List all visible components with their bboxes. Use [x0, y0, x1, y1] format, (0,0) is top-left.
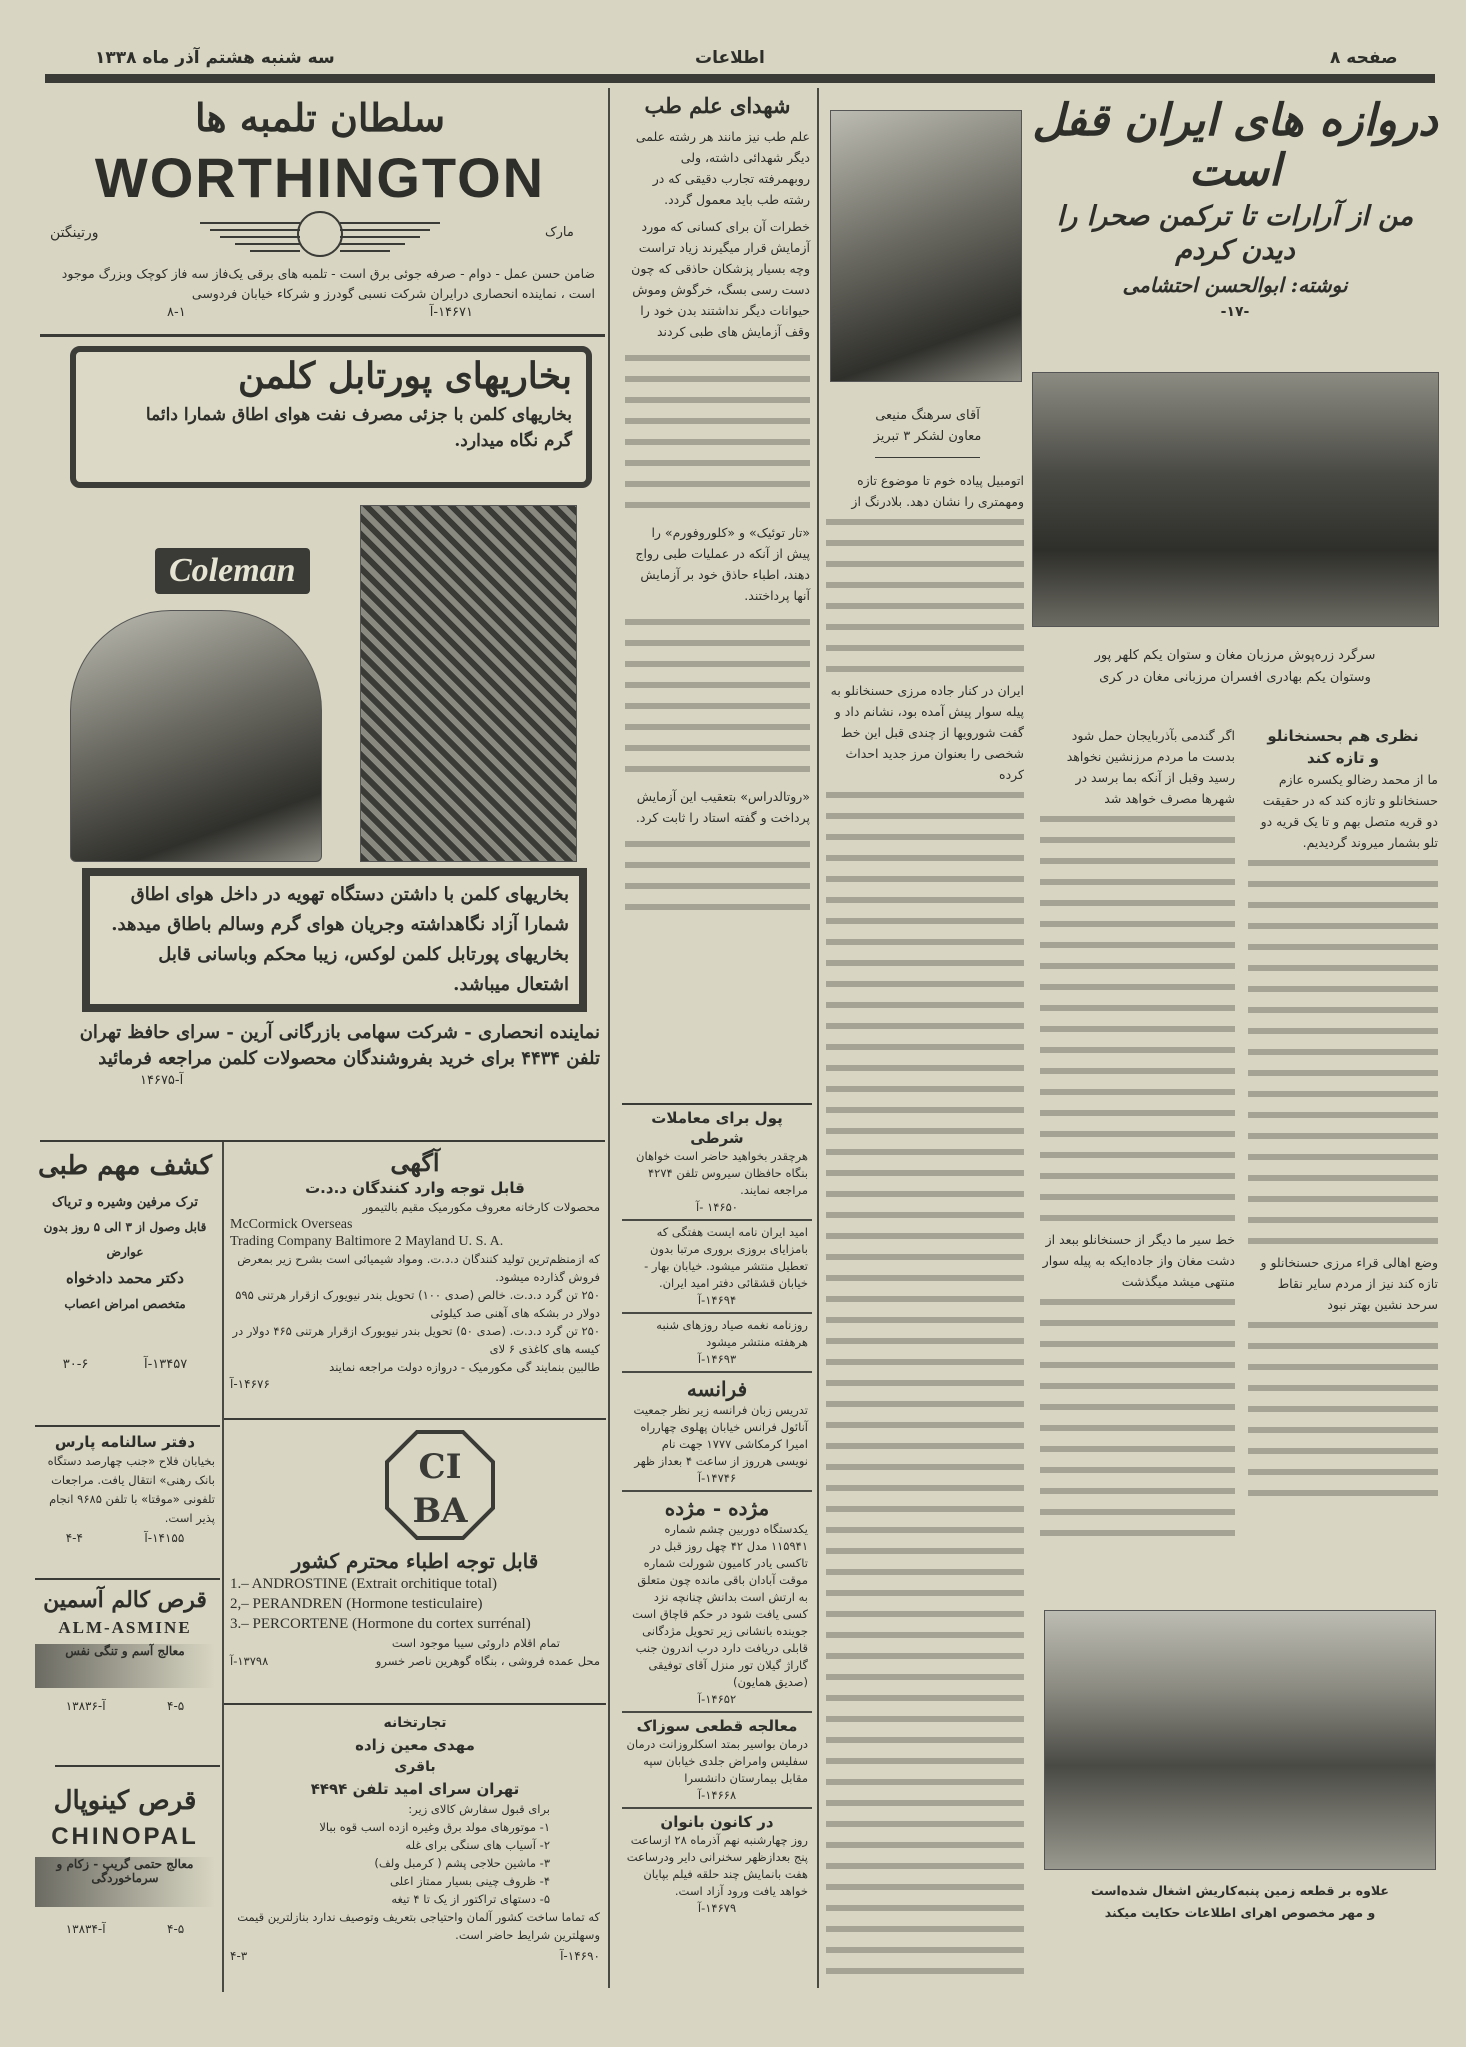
- lead-text-block: [826, 785, 1024, 1982]
- coleman-rep-line2: تلفن ۴۴۳۴ برای خرید بفروشندگان محصولات کلمن مراجعه فرمائید: [98, 1048, 600, 1069]
- lead-column-2: [1040, 725, 1235, 1544]
- ad-divider: [35, 1425, 220, 1427]
- lead-headline-block: [1030, 96, 1440, 322]
- mccormick-english-2: Trading Company Baltimore 2 Mayland U. S. A.: [230, 1234, 504, 1249]
- coleman-subtitle: بخاریهای کلمن با جزئی مصرف نفت هوای اطاق شمارا دائما گرم نگاه میدارد.: [145, 405, 572, 451]
- ad-code: ۱۳۸۳۴-آ: [65, 1922, 106, 1936]
- ad-code: ۱۴۶۹۴-آ: [697, 1293, 737, 1307]
- article-text-block: [625, 612, 810, 780]
- ad-ref: ۴-۳: [230, 1949, 248, 1963]
- ad-divider: [55, 1765, 220, 1767]
- doctor-ad-line: ترک مرفین وشیره و تریاک: [51, 1195, 199, 1210]
- classified-text: یکدستگاه دوربین چشم شماره ۱۱۵۹۴۱ مدل ۴۲ چهل روز قبل در تاکسی یادر کامیون شورلت شماره موقت آبادان باقی مانده چون متعلق به ارتش است بدانش چنانچه نزد کسی یافت شود در حکم قاچاق است جوینده بانشانی زیر تحویل مژدگانی قابلی دریافت دارد درب اندرون جنب گاراژ گیلان تور منزل آقای توفیقی (صدیق همایون): [632, 1522, 808, 1689]
- tejarat-item: ۱- موتورهای مولد برق وغیره ازده اسب قوه ببالا: [319, 1820, 550, 1834]
- masthead-rule: [45, 74, 1435, 83]
- lead-text-block: [1040, 809, 1235, 1229]
- tejarat-ad: [230, 1712, 600, 1965]
- lead-column-3: [1248, 725, 1438, 1504]
- ad-ref: ۴-۵: [167, 1922, 185, 1936]
- classified-title: در کانون بانوان: [660, 1813, 774, 1831]
- ad-code: ۱۴۶۵۰ -آ: [696, 1200, 738, 1214]
- classified-text: امید ایران نامه ایست هفتگی که بامزایای بروزی بروری مرتبا بدون تعطیل منتشر میشود. خیابان بهار - خیابان قشقائی دفتر امید ایران.: [644, 1225, 808, 1290]
- ad-code: ۱۴۶۹۰-آ: [560, 1949, 600, 1963]
- classified-title: فرانسه: [686, 1377, 748, 1401]
- section-title: [1248, 725, 1438, 769]
- page-number: صفحه ۸: [1330, 48, 1398, 68]
- classified-ad: [622, 1713, 812, 1809]
- ad-code: ۱۳۸۳۶-آ: [65, 1699, 106, 1713]
- tejarat-item: ۴- ظروف چینی بسیار ممتاز اعلی: [390, 1874, 550, 1888]
- ciba-products: [230, 1574, 600, 1634]
- classified-title: معالجه قطعی سوزاک: [636, 1717, 798, 1735]
- lead-text-block: [1248, 853, 1438, 1252]
- group-photo-caption: [1030, 645, 1440, 689]
- lead-paragraph: خط سیر ما دیگر از حسنخانلو ببعد از دشت مغان واز جاده‌ایکه به پیله سوار منتهی میشد میگذشت: [1042, 1232, 1235, 1289]
- doctor-ad-line: قابل وصول از ۳ الی ۵ روز بدون عوارض: [43, 1220, 207, 1259]
- worthington-title: سلطان تلمبه ها: [194, 95, 446, 140]
- article-paragraph: علم طب نیز مانند هر رشته علمی دیگر شهدائی داشته، ولی روبهمرفته تجارب دقیقی که در رشته طب باید معمول گردد.: [635, 129, 810, 207]
- heater-illustration: [360, 505, 577, 862]
- classified-ad: [622, 1314, 812, 1373]
- ad-code: ۱۴۶۷۵-آ: [140, 1073, 184, 1088]
- worthington-logo: WORTHINGTON: [94, 146, 546, 209]
- caption-rule: [875, 457, 980, 458]
- coleman-info-box: [82, 868, 587, 1012]
- ad-code: ۱۴۱۵۵-آ: [144, 1531, 185, 1545]
- caption-line: سرگرد زره‌پوش مرزبان مغان و ستوان یکم کلهر پور: [1094, 648, 1376, 663]
- article-paragraph: خطرات آن برای کسانی که مورد آزمایش قرار میگیرند زیاد تراست وچه بسیار پزشکان حاذقی که چون دست رسی بسگ، خرگوش وموش حیوانات دیگر نداشتند بدن خود را وقف آزمایش های طبی کردند: [631, 219, 810, 339]
- almasmine-text: معالج آسم و تنگی نفس: [35, 1644, 215, 1688]
- tejarat-line: باقری: [394, 1759, 436, 1775]
- article-text-block: [625, 834, 810, 918]
- tejarat-item: ۳- ماشین حلاجی پشم ( کرمبل ولف): [374, 1856, 550, 1870]
- ad-code: ۱۴۶۶۸-آ: [697, 1788, 737, 1802]
- portrait-photo: [830, 110, 1022, 382]
- ad-divider: [40, 1140, 605, 1142]
- lead-byline: نوشته: ابوالحسن احتشامی: [1122, 273, 1348, 297]
- chinopal-ad: [35, 1785, 215, 1938]
- lead-headline: دروازه های ایران قفل است: [1032, 95, 1438, 196]
- classified-text: روز چهارشنبه نهم آذرماه ۲۸ ازساعت پنج بعدازظهر سخنرانی دایر ودرساعت هفت بانمایش چند حلقه فیلم بپایان خواهد یافت ورود آزاد است.: [626, 1833, 808, 1898]
- caption-line: وستوان یکم بهادری افسران مرزبانی مغان در کری: [1099, 670, 1371, 685]
- chinopal-brand: CHINOPAL: [51, 1823, 199, 1850]
- article-paragraph: «تار توئیک» و «کلوروفورم» را پیش از آنکه در عملیات طبی رواج دهند، اطباء حاذق خود بر آزمایش آنها پرداختند.: [635, 525, 810, 603]
- svg-text:CI: CI: [418, 1447, 462, 1487]
- ad-code: ۱۴۶۹۳-آ: [697, 1352, 737, 1366]
- ad-code: ۱۳۷۹۸-آ: [230, 1654, 269, 1668]
- pars-ad-title: دفتر سالنامه پارس: [54, 1433, 196, 1451]
- lead-subhead: من از آرارات تا ترکمن صحرا را دیدن کردم: [1056, 201, 1414, 266]
- cotton-field-photo: [1044, 1610, 1436, 1870]
- classified-text: تدریس زبان فرانسه زیر نظر جمعیت آنائول فرانس خیابان پهلوی چهارراه امیرا کرمکاشی ۱۷۷۷ جهت نام نویسی هرروز از ساعت ۴ بعداز ظهر: [633, 1403, 808, 1468]
- tejarat-item: ۵- دستهای تراکتور از یک تا ۴ تیغه: [391, 1892, 550, 1906]
- ad-code: ۱۳۴۵۷-آ: [143, 1357, 188, 1372]
- ciba-line: تمام اقلام داروئی سیبا موجود است: [391, 1636, 560, 1650]
- boy-illustration: [70, 610, 322, 862]
- coleman-rep-line1: نماینده انحصاری - شرکت سهامی بازرگانی آرین - سرای حافظ تهران: [79, 1022, 600, 1043]
- caption-line: علاوه بر قطعه زمین پنبه‌کاریش اشغال شده‌است: [1091, 1883, 1389, 1898]
- mccormick-line: طالبین بنمایند گی مکورمیک - دروازه دولت مراجعه نمایند: [329, 1360, 600, 1374]
- bottom-photo-caption: [1040, 1880, 1440, 1924]
- mccormick-title: آگهی: [390, 1148, 440, 1177]
- doctor-ad-title: کشف مهم طبی: [37, 1151, 212, 1181]
- worthington-body: [45, 264, 595, 322]
- mccormick-line: که ازمنظم‌ترین تولید کنندگان د.د.ت. ومواد شیمیائی است بشرح زیر بمعرض فروش گذارده میشود.: [237, 1252, 600, 1284]
- pars-ad: [35, 1432, 215, 1547]
- lead-column-1: [826, 470, 1024, 1982]
- column-divider: [608, 88, 610, 1988]
- ciba-title: قابل توجه اطباء محترم کشور: [291, 1549, 539, 1573]
- worthington-brand-fa: ورتینگتن: [50, 225, 99, 241]
- ad-divider: [40, 334, 605, 337]
- almasmine-brand: ALM-ASMINE: [58, 1618, 192, 1637]
- article-paragraph: «روتالدراس» بتعقیب این آزمایش پرداخت و گفته استاد را ثابت کرد.: [635, 789, 810, 825]
- ad-code: ۱۴۶۵۲-آ: [697, 1692, 737, 1706]
- tejarat-intro: برای قبول سفارش کالای زیر:: [408, 1802, 550, 1816]
- tejarat-line: مهدی معین زاده: [355, 1736, 475, 1754]
- worthington-codes: [45, 304, 595, 322]
- chinopal-text: معالج حتمی گریپ - زکام و سرماخوردگی: [35, 1857, 215, 1907]
- ad-code: ۱۴۶۷۹-آ: [697, 1901, 737, 1915]
- mccormick-english-1: McCormick Overseas: [230, 1217, 353, 1232]
- ad-ref: ۴-۴: [65, 1531, 83, 1545]
- lead-text-block: [826, 512, 1024, 680]
- lead-paragraph: اتومبیل پیاده خوم تا موضوع تازه ومهمتری را نشان دهد. بلادرنگ از: [851, 473, 1024, 509]
- column-divider: [222, 1142, 224, 1992]
- pars-ad-text: بخیابان فلاح «جنب چهارصد دستگاه بانک رهنی» انتقال یافت. مراجعات تلفونی «موقتا» با تلفن ۹۶۸۵ انجام پذیر است.: [47, 1454, 215, 1525]
- ciba-logo: [385, 1430, 495, 1540]
- article-title: شهدای علم طب: [644, 93, 791, 118]
- svg-text:BA: BA: [412, 1491, 468, 1531]
- tejarat-item: ۲- آسیاب های سنگی برای غله: [405, 1838, 550, 1852]
- classified-ad: [622, 1105, 812, 1221]
- ad-divider: [224, 1703, 606, 1705]
- portrait-caption-line: آقای سرهنگ منیعی: [875, 408, 980, 423]
- ciba-ad: [230, 1548, 600, 1670]
- mccormick-line: ۲۵۰ تن گرد د.د.ت. (صدی ۵۰) تحویل بندر نیویورک ازقرار هرتنی ۴۶۵ دولار در کیسه های کاغذی ۶ لای: [232, 1324, 600, 1356]
- mccormick-ad: [230, 1148, 600, 1392]
- classified-ad: [622, 1373, 812, 1492]
- mccormick-line: محصولات کارخانه معروف مکورمیک مقیم بالتیمور: [362, 1200, 600, 1214]
- chinopal-title: قرص کینوپال: [53, 1786, 197, 1816]
- almasmine-ad: [35, 1586, 215, 1715]
- classified-ad: [622, 1221, 812, 1314]
- medicine-article: [625, 92, 810, 918]
- classified-text: درمان بواسیر بمتد اسکلروزانت درمان سفلیس وامراض جلدی خیابان سپه مقابل بیمارستان دانشسرا: [626, 1737, 808, 1785]
- classified-title: پول برای معاملات شرطی: [651, 1109, 783, 1147]
- lead-text-block: [1248, 1315, 1438, 1504]
- lead-text-block: [1040, 1292, 1235, 1544]
- portrait-caption-line: معاون لشکر ۳ تبریز: [873, 429, 982, 444]
- coleman-title: بخاریهای پورتابل کلمن: [238, 355, 572, 397]
- coleman-banner: [70, 346, 592, 488]
- column-divider: [817, 88, 819, 1988]
- classifieds: [622, 1103, 812, 1920]
- tejarat-line: تهران سرای امید تلفن ۴۴۹۴: [310, 1780, 520, 1798]
- ad-ref: ۴-۵: [167, 1699, 185, 1713]
- almasmine-title: قرص کالم آسمین: [43, 1587, 207, 1613]
- lead-paragraph: وضع اهالی قراء مرزی حسنخانلو و تازه کند نیز از مردم سایر نقاط سرحد نشین بهتر نبود: [1260, 1255, 1438, 1312]
- coleman-logo: Coleman: [155, 548, 310, 594]
- series-part-number: -۱۷-: [1220, 304, 1250, 320]
- doctor-ad-line: متخصص امراض اعصاب: [64, 1297, 186, 1311]
- worthington-mark: مارک: [545, 225, 574, 240]
- classified-text: روزنامه نغمه صیاد روزهای شنبه هرهفته منتشر میشود: [656, 1318, 808, 1349]
- doctor-ad-line: دکتر محمد دادخواه: [66, 1269, 184, 1287]
- ad-code: ۱۴۶۷۱-آ: [429, 305, 473, 320]
- lead-paragraph: اگر گندمی بآذربایجان حمل شود بدست ما مردم مرزنشین نخواهد رسید وقبل از آنکه بما برسد در شهرها مصرف خواهد شد: [1066, 728, 1235, 806]
- classified-ad: [622, 1809, 812, 1920]
- mccormick-subtitle: قابل توجه وارد کنندگان د.د.ت: [305, 1179, 525, 1197]
- ciba-line: محل عمده فروشی ، بنگاه گوهرین ناصر خسرو: [375, 1654, 600, 1668]
- winged-emblem-icon: [190, 208, 450, 260]
- classified-text: هرچقدر بخواهید حاضر است خواهان بنگاه حافظان سیروس تلفن ۴۲۷۴ مراجعه نمایند.: [636, 1149, 808, 1197]
- coleman-box-text: بخاریهای کلمن با داشتن دستگاه تهویه در داخل هوای اطاق شمارا آزاد نگاهداشته وجریان هوای گرم وسالم باطاق میدهد. بخاریهای پورتابل کلمن لوکس، زیبا محکم وباسانی قابل اشتعال میباشد.: [111, 884, 569, 995]
- article-text-block: [625, 348, 810, 516]
- ad-code: ۱۴۷۴۶-آ: [697, 1471, 737, 1485]
- ciba-product: 3.– PERCORTENE (Hormone du cortex surrénal): [230, 1616, 531, 1632]
- border-officers-photo: [1032, 372, 1439, 627]
- worthington-text: ضامن حسن عمل - دوام - صرفه جوئی برق است - تلمبه های برقی یک‌فاز سه فاز کوچک وبزرگ موجود است ، نماینده انحصاری درایران شرکت نسبی گودرز و شرکاء خیابان فردوسی: [61, 266, 595, 301]
- ciba-product: 2,– PERANDREN (Hormone testiculaire): [230, 1596, 483, 1612]
- caption-line: و مهر مخصوص اهرای اطلاعات حکایت میکند: [1104, 1905, 1376, 1920]
- coleman-lower: [40, 868, 600, 1090]
- lead-paragraph: ایران در کنار جاده مرزی حسنخانلو به پیله سوار پیش آمده بود، نشانم داد و گفت شورویها از چندی قبل این خط شخصی را بعنوان مرز جدید احداث کرده: [830, 683, 1024, 782]
- ad-code: ۱۴۶۷۶-آ: [230, 1377, 270, 1391]
- ciba-product: 1.– ANDROSTINE (Extrait orchitique total): [230, 1576, 498, 1592]
- portrait-caption: [830, 405, 1025, 447]
- mccormick-english: [230, 1216, 600, 1250]
- classified-title: مژده - مژده: [664, 1496, 770, 1520]
- ad-ref: ۸-۱: [167, 305, 186, 320]
- ad-ref: ۳۰-۶: [62, 1357, 89, 1372]
- lead-paragraph: ما از محمد رضالو یکسره عازم حسنخانلو و تازه کند که در حقیقت دو قریه متصل بهم و تا یک قریه دو تلو بشمار میروند گردیدیم.: [1260, 772, 1438, 850]
- tejarat-outro: که تماما ساخت کشور آلمان واحتیاجی بتعریف وتوصیف ندارد بنازلترین قیمت وسهلترین شرایط حاضر است.: [237, 1910, 600, 1942]
- mccormick-line: ۲۵۰ تن گرد د.د.ت. خالص (صدی ۱۰۰) تحویل بندر نیویورک ازقرار هرتنی ۵۹۵ دولار در بشکه های آهنی صد کیلوئی: [235, 1288, 600, 1320]
- ad-divider: [224, 1418, 606, 1420]
- tejarat-line: تجارتخانه: [383, 1715, 447, 1731]
- section-title-line: و تازه کند: [1306, 749, 1380, 767]
- section-title-line: نظری هم بحسنخانلو: [1267, 727, 1419, 745]
- ad-divider: [35, 1578, 220, 1580]
- classified-ad: [622, 1492, 812, 1713]
- doctor-ad: [35, 1150, 215, 1372]
- newspaper-name: اطلاعات: [695, 48, 765, 68]
- issue-date: سه شنبه هشتم آذر ماه ۱۳۳۸: [95, 48, 335, 68]
